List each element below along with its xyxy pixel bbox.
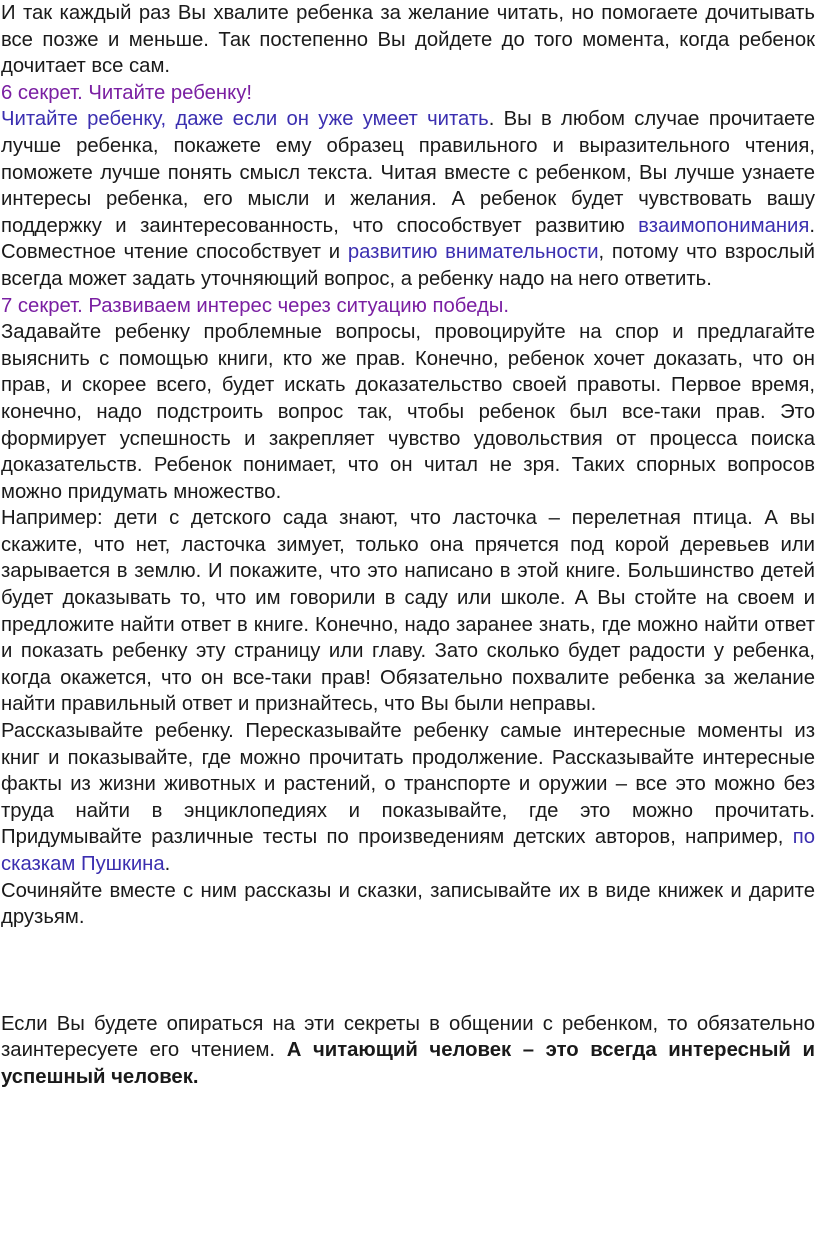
spacer — [1, 931, 815, 1011]
mutual-understanding-link[interactable]: взаимопонимания — [638, 214, 810, 237]
intro-paragraph: И так каждый раз Вы хвалите ребенка за желание читать, но помогаете дочитывать все позже и меньше. Так постепенно Вы дойдете до того момента, когда ребенок дочитает все сам. — [1, 2, 815, 78]
secret-7-paragraph-4: Сочиняйте вместе с ним рассказы и сказки, записывайте их в виде книжек и дарите друзьям. — [1, 879, 815, 929]
secret-6-text-c: , потому что взрослый всегда может задать уточняющий вопрос, а ребенку надо на него ответить. — [1, 241, 816, 290]
secret-7-paragraph-1: Задавайте ребенку проблемные вопросы, провоцируйте на спор и предлагайте выяснить с помощью книги, кто же прав. Конечно, ребенок хочет доказать, что он прав, и скорее всего, будет искать доказательство своей правоты. Первое время, конечно, надо подстроить вопрос так, чтобы ребенок был все-таки прав. Это формирует успешность и закрепляет чувство удовольствия от процесса поиска доказательств. Ребенок понимает, что он читал не зря. Таких спорных вопросов можно придумать множество. — [1, 321, 815, 503]
secret-6-text-a: . Вы в любом случае прочитаете лучше ребенка, покажете ему образец правильного и выразительного чтения, поможете лучше понять смысл текста. Читая вместе с ребенком, Вы лучше узнаете интересы ребенка, его мысли и желания. А ребенок будет чувствовать вашу поддержку и заинтересованность, что способствует развитию — [1, 108, 815, 237]
read-to-child-link[interactable]: Читайте ребенку, даже если он уже умеет читать — [1, 108, 489, 131]
conclusion-bold: А читающий человек – это всегда интересный и успешный человек. — [1, 1039, 815, 1088]
secret-7-paragraph-3-text: Рассказывайте ребенку. Пересказывайте ребенку самые интересные моменты из книг и показывайте, где можно прочитать продолжение. Рассказывайте интересные факты из жизни животных и растений, о транспорте и оружии – все это можно без труда найти в энциклопедиях и показывайте, где это можно прочитать. Придумывайте различные тесты по произведениям детских авторов, например, — [1, 720, 815, 849]
conclusion-paragraph — [1, 1011, 815, 1091]
secret-6-text-b: . Совместное чтение способствует и — [1, 214, 815, 264]
secret-6-paragraph — [1, 106, 815, 292]
secret-6-heading: 6 секрет. Читайте ребенку! — [1, 81, 252, 104]
secret-7-paragraph-3-end: . — [164, 853, 171, 875]
conclusion-text: Если Вы будете опираться на эти секреты в общении с ребенком, то обязательно заинтересуете его чтением. — [1, 1012, 815, 1062]
pushkin-tales-link[interactable]: по сказкам Пушкина — [1, 826, 815, 875]
secret-7-paragraph-3 — [1, 718, 815, 878]
secret-7-heading: 7 секрет. Развиваем интерес через ситуацию победы. — [1, 294, 509, 317]
secret-7-paragraph-2: Например: дети с детского сада знают, что ласточка – перелетная птица. А вы скажите, что нет, ласточка зимует, только она прячется под корой деревьев или зарывается в землю. И покажите, что это написано в этой книге. Большинство детей будет доказывать то, что им говорили в саду или школе. А Вы стойте на своем и предложите найти ответ в книге. Конечно, надо заранее знать, где можно найти ответ и показать ребенку эту страницу или главу. Зато сколько будет радости у ребенка, когда окажется, что он все-таки прав! Обязательно похвалите ребенка за желание найти правильный ответ и признайтесь, что Вы были неправы. — [1, 507, 815, 716]
attentiveness-link[interactable]: развитию внимательности — [347, 241, 599, 264]
document-page — [1, 0, 815, 1091]
